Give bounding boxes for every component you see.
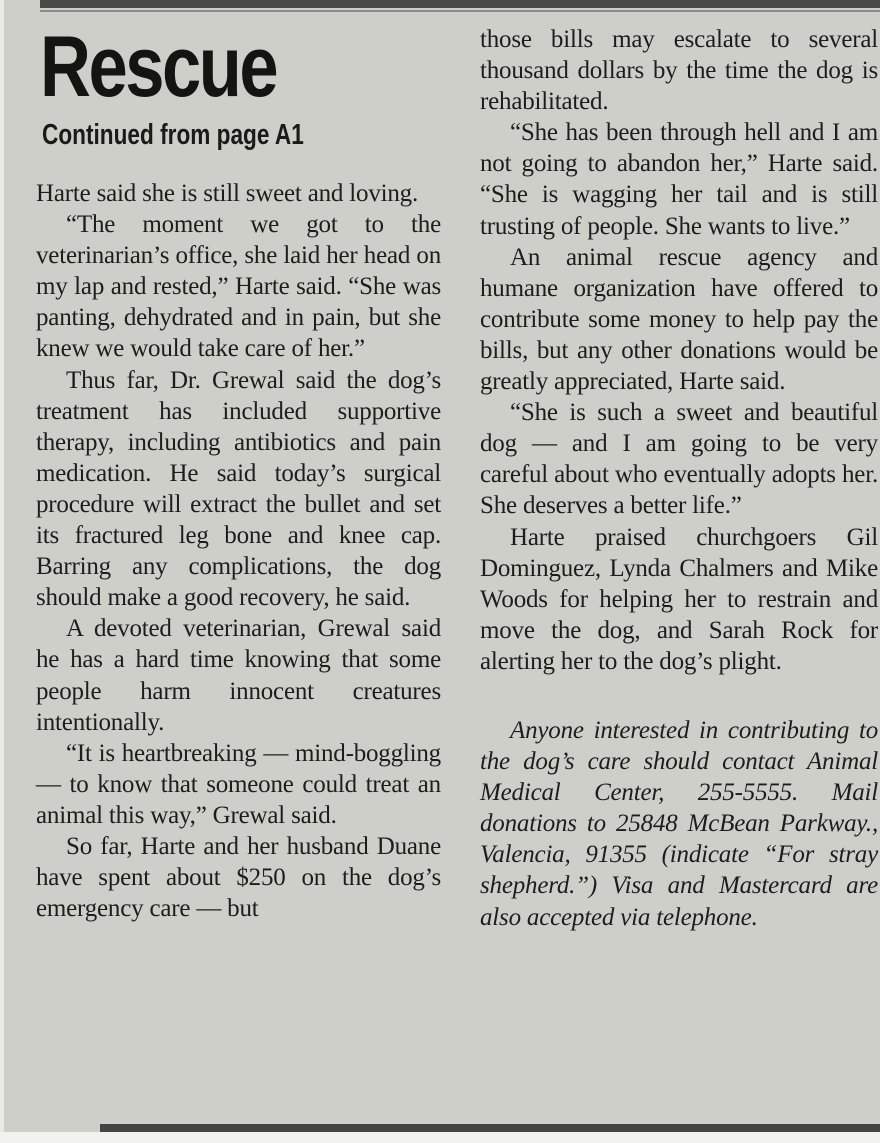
paragraph: those bills may escalate to several thousand dollars by the time the dog is rehabilitated.: [480, 26, 878, 116]
paper-edge: [0, 0, 4, 1143]
article-column-1: [36, 178, 441, 924]
headline: Rescue: [40, 19, 277, 115]
paragraph: An animal rescue agency and humane organization have offered to contribute some money to help pay the bills, but any other donations would be greatly appreciated, Harte said.: [480, 243, 878, 396]
bottom-rule: [100, 1124, 880, 1132]
paragraph: Thus far, Dr. Grewal said the dog’s treatment has included supportive therapy, including antibiotics and pain medication. He said today’s surgical procedure will extract the bullet and set its fractured leg bone and knee cap. Barring any complications, the dog should make a good recovery, he said.: [36, 366, 441, 612]
contact-note: Anyone interested in contributing to the dog’s care should contact Animal Medical Center, 255-5555. Mail donations to 25848 McBean Parkway., Valencia, 91355 (indicate “For stray shepherd.”) Visa and Mastercard are also accepted via telephone.: [480, 716, 878, 931]
top-rule: [40, 0, 880, 8]
top-rule-thin: [40, 10, 880, 12]
paragraph: Harte praised churchgoers Gil Dominguez, Lynda Chalmers and Mike Woods for helping her to restrain and move the dog, and Sarah Rock for alerting her to the dog’s plight.: [480, 523, 878, 675]
paragraph: “It is heartbreaking — mind-boggling — to know that someone could treat an animal this way,” Grewal said.: [36, 739, 441, 829]
paragraph: So far, Harte and her husband Duane have spent about $250 on the dog’s emergency care — but: [36, 832, 441, 923]
paragraph: “The moment we got to the veterinarian’s office, she laid her head on my lap and rested,” Harte said. “She was panting, dehydrated and in pain, but she knew we would take care of her.”: [36, 211, 441, 363]
paragraph: “She has been through hell and I am not going to abandon her,” Harte said. “She is wagging her tail and is still trusting of people. She wants to live.”: [480, 119, 878, 240]
article-column-2: [480, 24, 878, 933]
paragraph: A devoted veterinarian, Grewal said he has a hard time knowing that some people harm innocent creatures intentionally.: [36, 615, 441, 736]
paragraph: Harte said she is still sweet and loving.: [36, 180, 419, 207]
paragraph: “She is such a sweet and beautiful dog — and I am going to be very careful about who eventually adopts her. She deserves a better life.”: [480, 399, 878, 520]
paper-edge-bottom: [0, 1132, 880, 1143]
continued-line: Continued from page A1: [42, 119, 304, 151]
